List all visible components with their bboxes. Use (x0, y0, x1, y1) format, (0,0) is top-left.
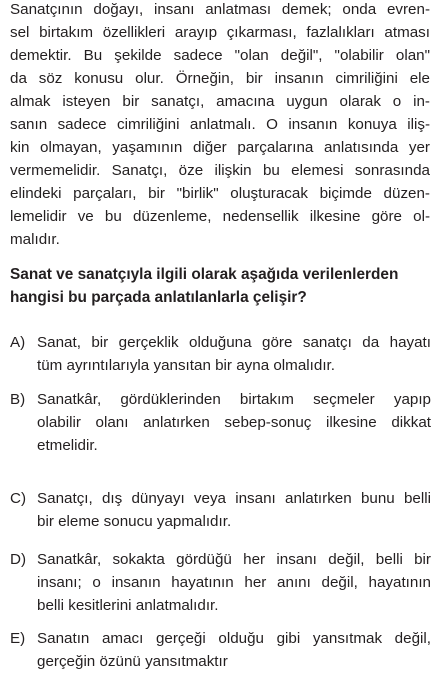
option-text-line: tüm ayrıntılarıyla yansıtan bir ayna olmalıdır. (37, 357, 335, 374)
option-text-line: Sanatkâr, gördüklerinden birtakım seçmeler yapıp (37, 391, 431, 408)
option-text-line: belli kesitlerini anlatmalıdır. (37, 597, 219, 614)
passage-line: elindeki parçaları, bir "birlik" oluşturacak biçimde düzen- (10, 185, 430, 202)
passage-line: kin olmayan, yaşamının diğer parçalarına anlatısında yer (10, 139, 430, 156)
option-text-line: gerçeğin özünü yansıtmaktır (37, 653, 228, 670)
option-letter: A) (10, 334, 26, 351)
option-text-line: bir eleme sonucu yapmalıdır. (37, 513, 232, 530)
option-letter: D) (10, 551, 27, 568)
option-text-line: Sanat, bir gerçeklik olduğuna göre sanatçı da hayatı (37, 334, 431, 351)
passage-line: vermemelidir. Sanatçı, öze ilişkin bu elemesi sonrasında (10, 162, 430, 179)
passage-line: da söz konusu olur. Örneğin, bir insanın cimriliğini ele (10, 70, 430, 87)
option-text-line: Sanatkâr, sokakta gördüğü her insanı değil, belli bir (37, 551, 431, 568)
passage-line: sel birtakım özellikleri arayıp çıkarması, fazlalıkları atması (10, 24, 430, 41)
passage-line: Sanatçının doğayı, insanı anlatması demek; onda evren- (10, 1, 430, 18)
option-letter: C) (10, 490, 27, 507)
option-text-line: etmelidir. (37, 437, 98, 454)
passage-line: lemelidir ve bu düzenleme, nedensellik ilkesine göre ol- (10, 208, 430, 225)
passage-line: almak isteyen bir sanatçı, amacına uygun olarak o in- (10, 93, 430, 110)
question-line: Sanat ve sanatçıyla ilgili olarak aşağıda verilenlerden (10, 266, 399, 283)
option-text-line: insanı; o insanın hayatının her anını değil, hayatının (37, 574, 431, 591)
option-letter: E) (10, 630, 26, 647)
question-line: hangisi bu parçada anlatılanlarla çelişir? (10, 289, 307, 306)
passage-line: sanın sadece cimriliğini anlatmalı. O insanın konuya iliş- (10, 116, 430, 133)
option-text-line: Sanatçı, dış dünyayı veya insanı anlatırken bunu belli (37, 490, 431, 507)
passage-line: demektir. Bu şekilde sadece "olan değil", "olabilir olan" (10, 47, 430, 64)
option-text-line: Sanatın amacı gerçeği olduğu gibi yansıtmak değil, (37, 630, 431, 647)
passage-line: malıdır. (10, 231, 60, 248)
option-letter: B) (10, 391, 26, 408)
option-text-line: olabilir olanı anlatırken sebep-sonuç ilkesine dikkat (37, 414, 431, 431)
